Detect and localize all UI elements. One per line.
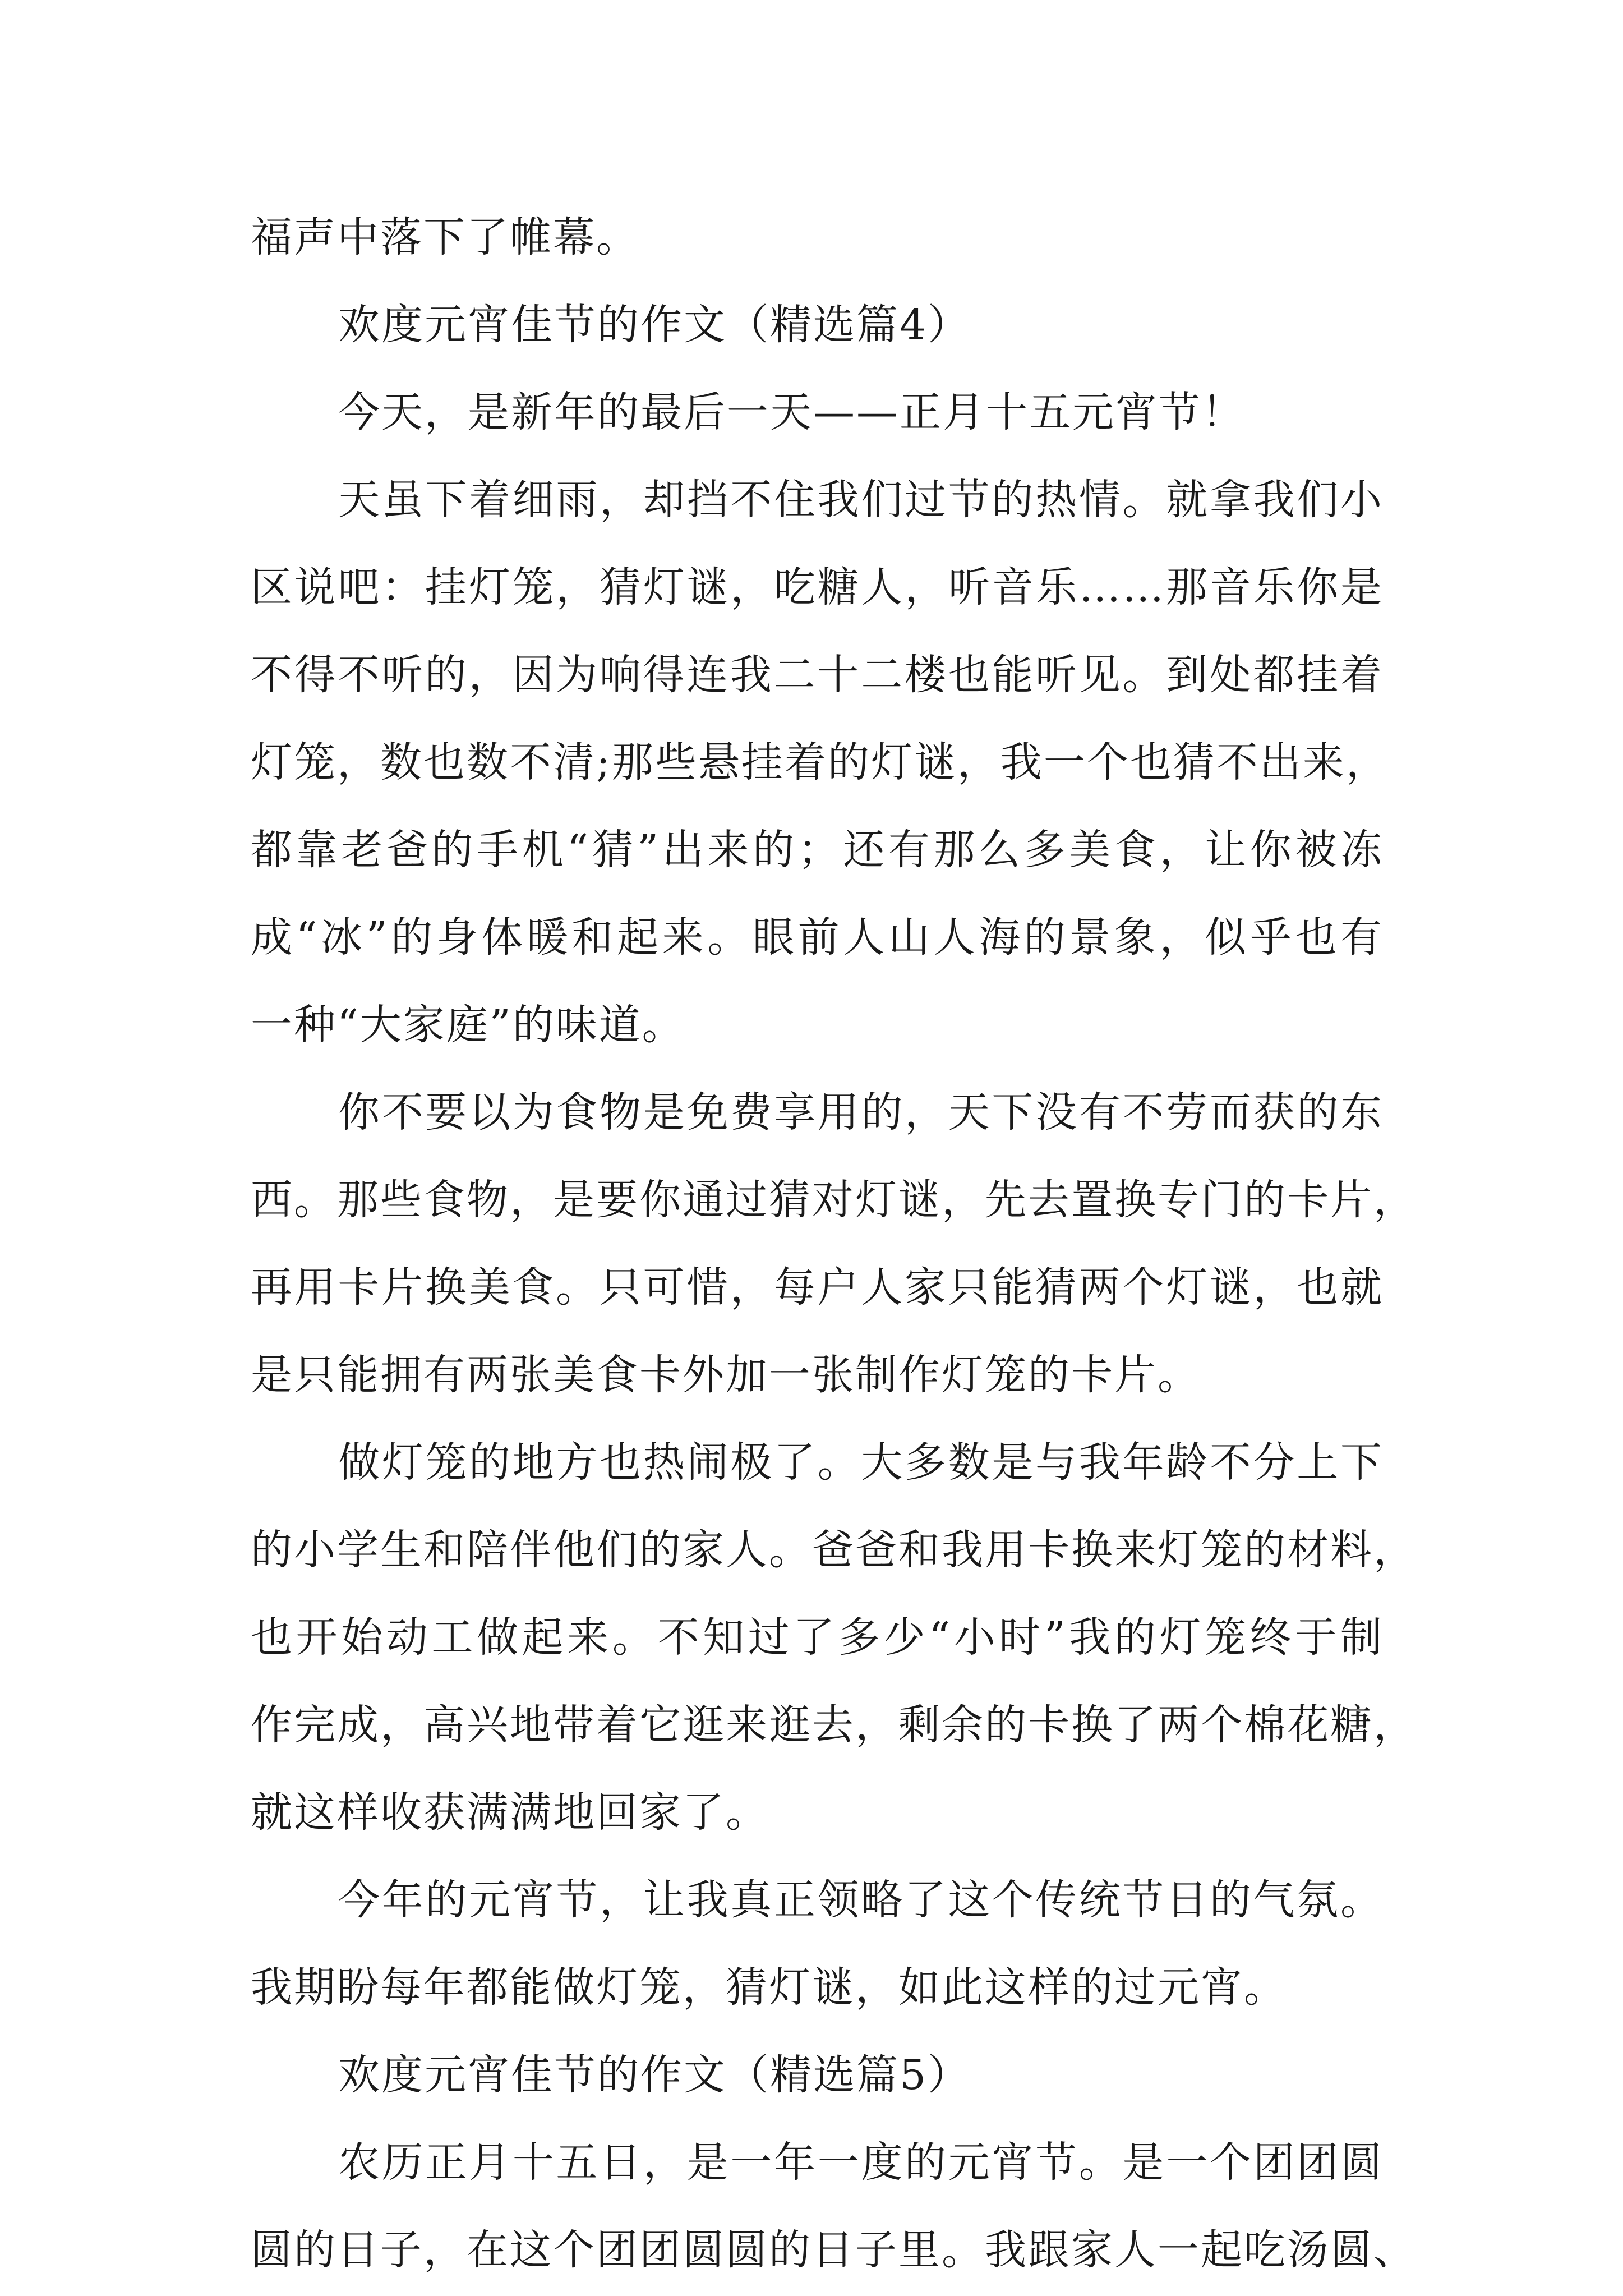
text-line: 灯笼，数也数不清;那些悬挂着的灯谜，我一个也猜不出来， [251, 738, 1389, 786]
text-line: 区说吧：挂灯笼，猜灯谜，吃糖人，听音乐……那音乐你是 [251, 563, 1384, 611]
text-line: 就这样收获满满地回家了。 [251, 1788, 769, 1837]
section-heading: 欢度元宵佳节的作文（精选篇4） [338, 301, 971, 349]
text-line: 也开始动工做起来。不知过了多少“小时”我的灯笼终于制 [251, 1613, 1384, 1662]
section-heading: 欢度元宵佳节的作文（精选篇5） [338, 2051, 971, 2099]
text-line: 我期盼每年都能做灯笼，猜灯谜，如此这样的过元宵。 [251, 1963, 1287, 2012]
text-line: 作完成，高兴地带着它逛来逛去，剩余的卡换了两个棉花糖， [251, 1701, 1417, 1749]
text-line: 不得不听的，因为响得连我二十二楼也能听见。到处都挂着 [251, 651, 1384, 699]
text-line: 做灯笼的地方也热闹极了。大多数是与我年龄不分上下 [338, 1438, 1384, 1487]
text-line: 农历正月十五日，是一年一度的元宵节。是一个团团圆 [338, 2138, 1384, 2187]
text-line: 西。那些食物，是要你通过猜对灯谜，先去置换专门的卡片， [251, 1176, 1417, 1224]
text-line: 天虽下着细雨，却挡不住我们过节的热情。就拿我们小 [338, 476, 1384, 524]
text-line: 的小学生和陪伴他们的家人。爸爸和我用卡换来灯笼的材料， [251, 1526, 1417, 1574]
text-line: 是只能拥有两张美食卡外加一张制作灯笼的卡片。 [251, 1351, 1201, 1399]
text-line: 今年的元宵节，让我真正领略了这个传统节日的气氛。 [338, 1876, 1384, 1924]
text-line: 福声中落下了帷幕。 [251, 213, 639, 261]
text-line: 今天，是新年的最后一天——正月十五元宵节！ [338, 388, 1245, 436]
text-line: 都靠老爸的手机“猜”出来的；还有那么多美食，让你被冻 [251, 826, 1384, 874]
text-line: 成“冰”的身体暖和起来。眼前人山人海的景象，似乎也有 [251, 913, 1384, 961]
text-line: 你不要以为食物是免费享用的，天下没有不劳而获的东 [338, 1088, 1384, 1137]
text-line: 圆的日子，在这个团团圆圆的日子里。我跟家人一起吃汤圆、 [251, 2226, 1417, 2274]
text-line: 再用卡片换美食。只可惜，每户人家只能猜两个灯谜，也就 [251, 1263, 1384, 1312]
text-line: 一种“大家庭”的味道。 [251, 1001, 685, 1049]
